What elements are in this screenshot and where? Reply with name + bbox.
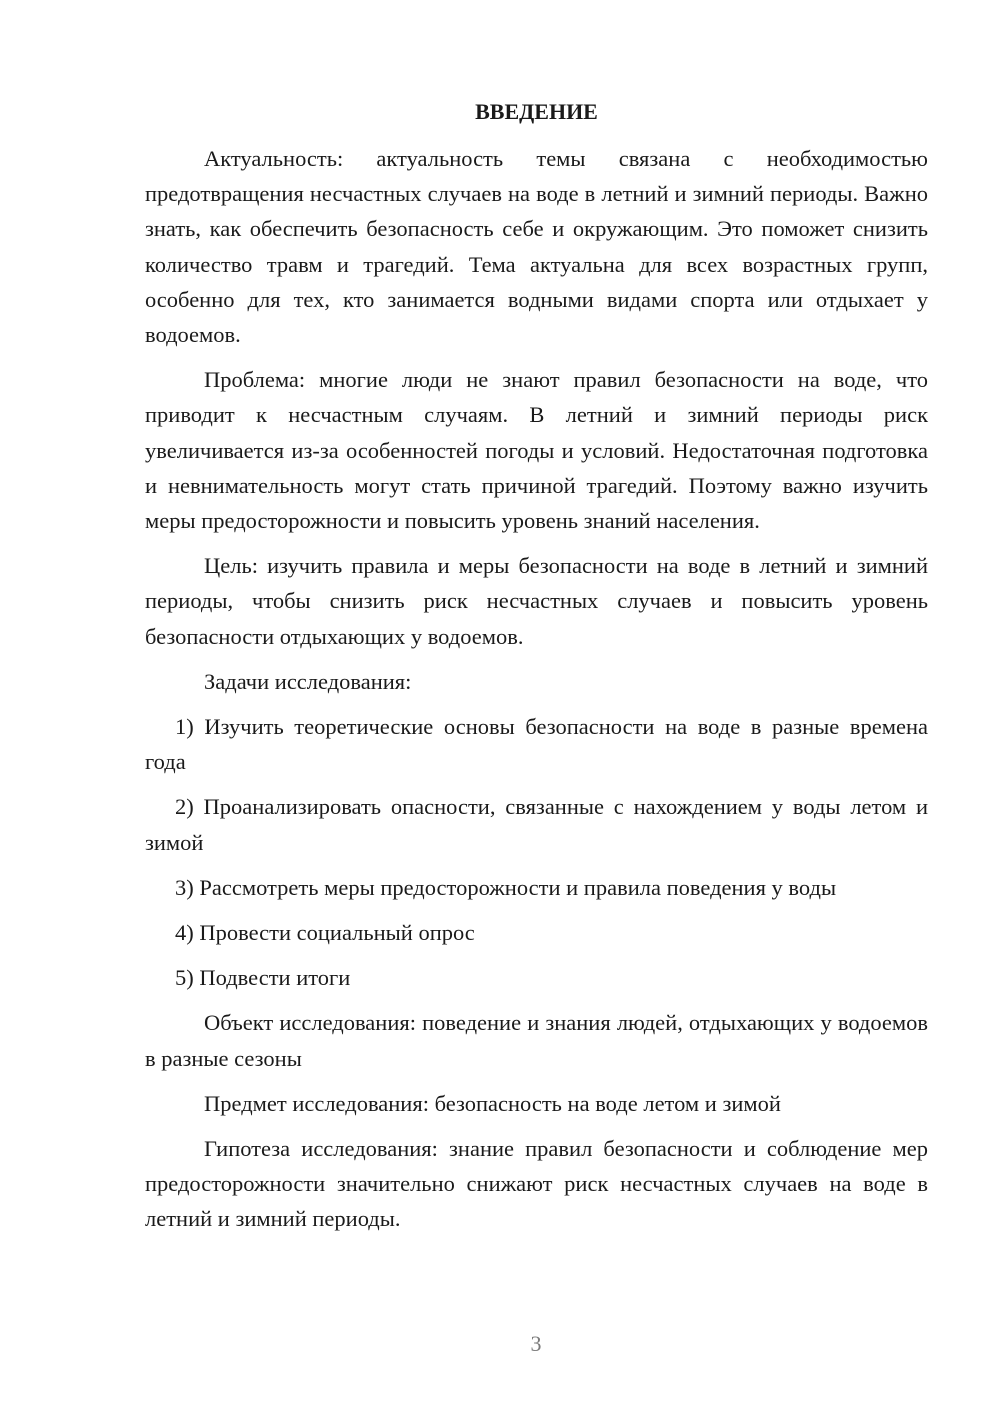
object-paragraph: Объект исследования: поведение и знания людей, отдыхающих у водоемов в разные сезоны — [145, 1010, 928, 1071]
task-item-4: 4) Провести социальный опрос — [175, 920, 475, 946]
task-item-1: 1) Изучить теоретические основы безопасности на воде в разные времена года — [145, 714, 928, 775]
document-body — [145, 94, 928, 1247]
task-item-5: 5) Подвести итоги — [175, 965, 351, 991]
goal-paragraph: Цель: изучить правила и меры безопасности на воде в летний и зимний периоды, чтобы снизить риск несчастных случаев и повысить уровень безопасности отдыхающих у водоемов. — [145, 553, 928, 649]
tasks-heading: Задачи исследования: — [204, 668, 412, 694]
section-title: ВВЕДЕНИЕ — [475, 99, 598, 124]
task-item-3: 3) Рассмотреть меры предосторожности и правила поведения у воды — [175, 874, 837, 900]
page-number: 3 — [530, 1331, 542, 1356]
hypothesis-paragraph: Гипотеза исследования: знание правил безопасности и соблюдение мер предосторожности значительно снижают риск несчастных случаев на воде в летний и зимний периоды. — [145, 1136, 928, 1232]
problem-paragraph: Проблема: многие люди не знают правил безопасности на воде, что приводит к несчастным случаям. В летний и зимний периоды риск увеличивается из-за особенностей погоды и условий. Недостаточная подготовка и невнимательность могут стать причиной трагедий. Поэтому важно изучить меры предосторожности и повысить уровень знаний населения. — [145, 367, 928, 534]
subject-paragraph: Предмет исследования: безопасность на воде летом и зимой — [204, 1090, 781, 1116]
task-item-2: 2) Проанализировать опасности, связанные с нахождением у воды летом и зимой — [145, 794, 928, 855]
relevance-paragraph: Актуальность: актуальность темы связана с необходимостью предотвращения несчастных случаев на воде в летний и зимний периоды. Важно знать, как обеспечить безопасность себе и окружающим. Это поможет снизить количество травм и трагедий. Тема актуальна для всех возрастных групп, особенно для тех, кто занимается водными видами спорта или отдыхает у водоемов. — [145, 146, 928, 348]
